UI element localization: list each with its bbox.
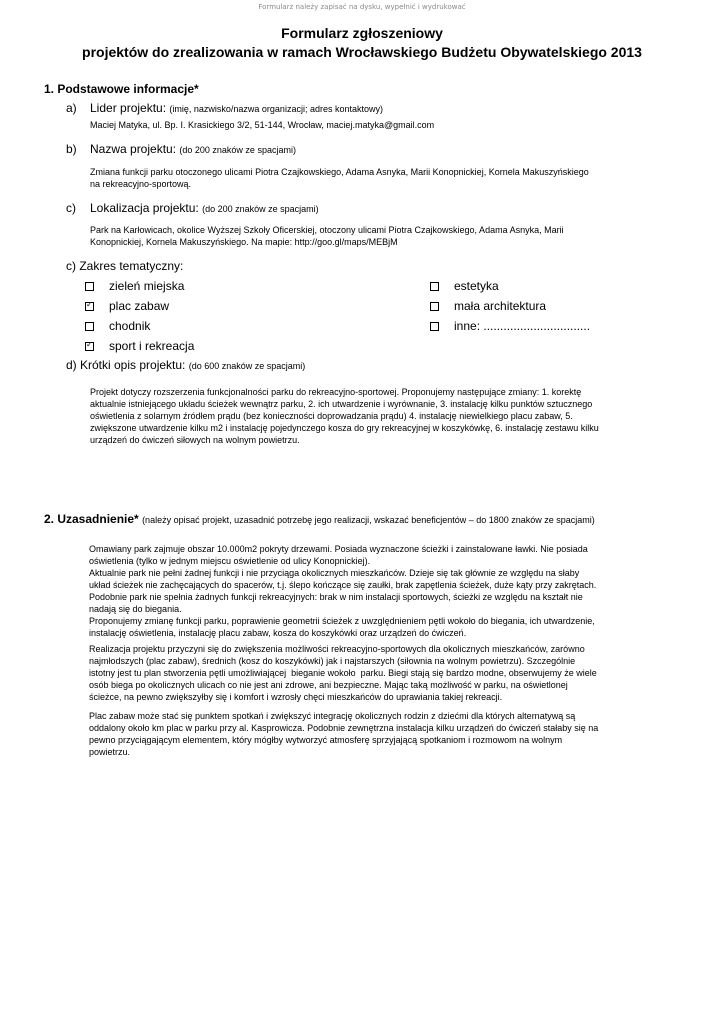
name-letter: b) <box>66 142 77 156</box>
justification-paragraph: Plac zabaw może stać się punktem spotkań i zwiększyć integrację okolicznych rodzin z dziećmi dla których alternatywą są oddalony około km plac w parku przy al. Kasprowicza. Podobnie zewnętrzna instalacja kilku urządzeń do ćwiczeń stałaby się na pewno przyciągającym elementem, który mógłby wytworzyć atmosferę sprzyjającą spotkaniom i rozmowom na wolnym powietrzu. <box>89 711 599 757</box>
description-line: urządzeń do ćwiczeń siłowych na wolnym powietrzu. <box>90 435 300 445</box>
checkbox-box[interactable] <box>85 322 94 331</box>
description-line: Projekt dotyczy rozszerzenia funkcjonalności parku do rekreacyjno-sportowej. Proponujemy następujące zmiany: 1. korektę <box>90 387 582 397</box>
section2-heading-row <box>44 512 595 526</box>
location-value <box>90 224 564 248</box>
checkbox-inne[interactable] <box>430 319 630 335</box>
description-note: (do 600 znaków ze spacjami) <box>188 361 306 371</box>
location-label-row <box>66 201 319 215</box>
description-line: aktualnie istniejącego układu ścieżek wewnątrz parku, 2. ich utwardzenie i wyrównanie, 3. instalację kilku punktów sztucznego <box>90 399 593 409</box>
checkbox-label: inne: ................................ <box>454 319 591 333</box>
justification-paragraph: Omawiany park zajmuje obszar 10.000m2 pokryty drzewami. Posiada wyznaczone ścieżki i zainstalowane ławki. Nie posiada oświetlenia (tylko w jednym miejscu oświetlenie od ulicy Konopnickiej). Aktualnie park nie pełni żadnej funkcji i nie przyciąga okolicznych mieszkańców. Dzieje się tak głównie ze względu na słaby układ ścieżek nie zachęcających do spacerów, t.j. ślepo kończące się zaułki, brak zapętlenia ścieżek, duże kąty przy zakrętach. Podobnie park nie spełnia żadnych funkcji rekreacyjnych: brak w nim instalacji sportowych, ścieżki ze względu na kształt nie nadają się do biegania. Proponujemy zmianę funkcji parku, poprawienie geometrii ścieżek z uwzględnieniem pętli wokoło do biegania, ich utwardzenie, instalację oświetlenia, instalację placu zabaw, kosza do koszykówki oraz urządzeń do ćwiczeń. <box>89 544 597 638</box>
description-label: d) Krótki opis projektu: <box>66 358 186 372</box>
section1-heading: 1. Podstawowe informacje* <box>44 82 199 96</box>
leader-note: (imię, nazwisko/nazwa organizacji; adres kontaktowy) <box>169 104 383 114</box>
checkbox-mala-architektura[interactable] <box>430 299 630 315</box>
header-note: Formularz należy zapisać na dysku, wypełnić i wydrukować <box>258 3 466 11</box>
name-label: Nazwa projektu: <box>90 142 177 156</box>
description-value <box>90 386 599 446</box>
location-label: Lokalizacja projektu: <box>90 201 199 215</box>
checkbox-box[interactable] <box>430 322 439 331</box>
name-value <box>90 166 589 190</box>
form-title: Formularz zgłoszeniowy <box>281 25 443 41</box>
leader-letter: a) <box>66 101 77 115</box>
leader-value: Maciej Matyka, ul. Bp. I. Krasickiego 3/2, 51-144, Wrocław, maciej.matyka@gmail.com <box>90 120 435 130</box>
checkbox-label: zieleń miejska <box>109 279 185 293</box>
checkbox-box[interactable] <box>430 302 439 311</box>
checkbox-estetyka[interactable] <box>430 279 630 295</box>
checkbox-box[interactable] <box>85 342 94 351</box>
location-value-line: Park na Karłowicach, okolice Wyższej Szkoły Oficerskiej, otoczony ulicami Piotra Czajkowskiego, Adama Asnyka, Marii <box>90 225 564 235</box>
checkbox-zielen-miejska[interactable] <box>85 279 235 295</box>
section2-note: (należy opisać projekt, uzasadnić potrzebę jego realizacji, wskazać beneficjentów – do 1800 znaków ze spacjami) <box>142 515 595 525</box>
location-letter: c) <box>66 201 76 215</box>
name-note: (do 200 znaków ze spacjami) <box>179 145 296 155</box>
description-line: zwiększone utwardzenie kilku m2 i instalację pojedynczego kosza do gry rekreacyjnej w koszykówkę, 6. instalację zestawu kilku <box>90 423 599 433</box>
checkbox-label: plac zabaw <box>109 299 170 313</box>
name-label-row <box>66 142 296 156</box>
checkbox-sport-i-rekreacja[interactable] <box>85 339 235 355</box>
location-value-line: Konopnickiej, Kornela Makuszyńskiego. Na mapie: http://goo.gl/maps/MEBjM <box>90 237 398 247</box>
checkbox-box[interactable] <box>85 282 94 291</box>
justification-paragraph: Realizacja projektu przyczyni się do zwiększenia możliwości rekreacyjno-sportowych dla okolicznych mieszkańców, zarówno najmłodszych (plac zabaw), średnich (kosz do koszykówki) jak i najstarszych (siłownia na wolnym powietrzu). Szczególnie istotny jest tu plan stworzenia pętli umożliwiającej bieganie wokoło parku. Biegi stają się bardzo modne, obserwujemy że wiele osób biega po okolicznych ulicach co nie jest ani zdrowe, ani bezpieczne. Mając taką możliwość w parku, na oświetlonej ścieżce, na pewno zwiększyłby się i komfort i wzrosły chęci mieszkańców do uprawiania takiej rekreacji. <box>89 644 597 702</box>
checkbox-box[interactable] <box>85 302 94 311</box>
checkbox-label: chodnik <box>109 319 151 333</box>
checkbox-box[interactable] <box>430 282 439 291</box>
checkbox-chodnik[interactable] <box>85 319 235 335</box>
description-label-row <box>66 358 305 372</box>
location-note: (do 200 znaków ze spacjami) <box>202 204 319 214</box>
description-line: oświetlenia z solarnym źródłem prądu (bez konieczności doprowadzania prądu) 4. instalację niewielkiego placu zabaw, 5. <box>90 411 573 421</box>
checkbox-plac-zabaw[interactable] <box>85 299 235 315</box>
checkbox-label: sport i rekreacja <box>109 339 195 353</box>
leader-label: Lider projektu: <box>90 101 167 115</box>
form-subtitle: projektów do zrealizowania w ramach Wrocławskiego Budżetu Obywatelskiego 2013 <box>82 44 642 60</box>
scope-label: c) Zakres tematyczny: <box>66 259 184 273</box>
name-value-line: Zmiana funkcji parku otoczonego ulicami Piotra Czajkowskiego, Adama Asnyka, Marii Konopnickiej, Kornela Makuszyńskiego <box>90 167 589 177</box>
section2-heading: 2. Uzasadnienie* <box>44 512 139 526</box>
checkbox-label: mała architektura <box>454 299 547 313</box>
checkbox-label: estetyka <box>454 279 499 293</box>
name-value-line: na rekreacyjno-sportową. <box>90 179 192 189</box>
leader-label-row <box>66 101 383 115</box>
